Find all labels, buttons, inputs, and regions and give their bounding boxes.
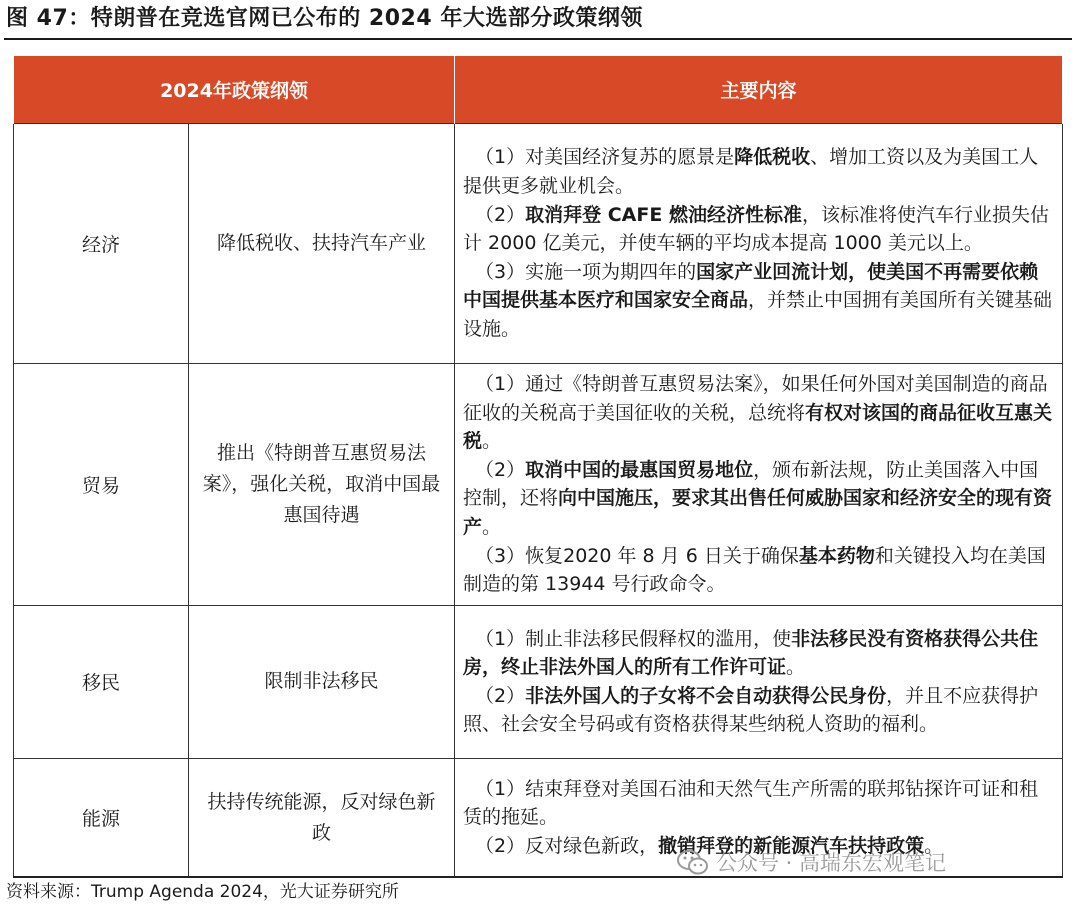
- row-category: 经济: [14, 124, 189, 364]
- text-run: （2）: [475, 458, 526, 481]
- content-item: [463, 258, 1056, 344]
- text-run: （3）实施一项为期四年的: [475, 260, 697, 283]
- row-category: 移民: [14, 605, 189, 758]
- content-item: [463, 370, 1056, 456]
- table-header-row: [14, 56, 1063, 124]
- text-run: （2）: [475, 684, 526, 707]
- text-run: 、增加工资以及为美国工人提供更多就业机会。: [463, 146, 1039, 198]
- bold-text: 非法移民没有资格获得公共住房，终止非法外国人的所有工作许可证: [463, 627, 1039, 679]
- header-policy: 2024年政策纲领: [14, 56, 455, 124]
- text-run: 。: [482, 515, 502, 538]
- row-content: [455, 124, 1063, 364]
- text-run: （1）制止非法移民假释权的滥用，使: [475, 627, 792, 650]
- row-policy: 扶持传统能源，反对绿色新政: [189, 758, 455, 877]
- watermark: [676, 846, 946, 880]
- content-item: [463, 775, 1056, 832]
- content-item: [463, 625, 1056, 682]
- table-row: [14, 605, 1063, 758]
- text-run: （1）对美国经济复苏的愿景是: [475, 146, 735, 169]
- bold-text: 非法外国人的子女将不会自动获得公民身份: [525, 684, 887, 707]
- bold-text: 向中国施压，要求其出售任何威胁国家和经济安全的现有资产: [463, 487, 1053, 538]
- title-divider: [4, 38, 1072, 40]
- row-policy: 限制非法移民: [189, 605, 455, 758]
- table-row: [14, 124, 1063, 364]
- text-run: （3）恢复2020 年 8 月 6 日关于确保: [475, 544, 799, 567]
- header-content: 主要内容: [455, 56, 1063, 124]
- text-run: ，颁布新法规，防止美国落入中国控制，还将: [463, 458, 1039, 510]
- bold-text: 取消拜登 CAFE 燃油经济性标准: [525, 203, 802, 226]
- text-run: ，该标准将使汽车行业损失估计 2000 亿美元，并使车辆的平均成本提高 1000 美元以上。: [463, 203, 1049, 255]
- bold-text: 取消中国的最惠国贸易地位: [525, 458, 754, 481]
- text-run: 。: [482, 430, 502, 453]
- wechat-icon: [676, 848, 710, 878]
- content-item: [463, 682, 1056, 739]
- text-run: 和关键投入均在美国制造的第 13944 号行政命令。: [463, 544, 1046, 596]
- row-category: 贸易: [14, 364, 189, 606]
- bold-text: 基本药物: [798, 544, 875, 567]
- row-policy: 推出《特朗普互惠贸易法案》，强化关税，取消中国最惠国待遇: [189, 364, 455, 606]
- text-run: （2）反对绿色新政，: [475, 834, 659, 857]
- row-content: [455, 605, 1063, 758]
- source-note: 资料来源：Trump Agenda 2024，光大证券研究所: [6, 882, 399, 902]
- text-run: 。: [786, 656, 806, 679]
- content-item: [463, 143, 1056, 200]
- bold-text: 有权对该国的商品征收互惠关税: [463, 401, 1053, 453]
- figure-title: 图 47：特朗普在竞选官网已公布的 2024 年大选部分政策纲领: [6, 6, 643, 31]
- row-policy: 降低税收、扶持汽车产业: [189, 124, 455, 364]
- text-run: ，并禁止中国拥有美国所有关键基础设施。: [463, 289, 1053, 340]
- bold-text: 国家产业回流计划，使美国不再需要依赖中国提供基本医疗和国家安全商品: [463, 260, 1039, 312]
- content-item: [463, 456, 1056, 542]
- content-item: [463, 542, 1056, 599]
- bold-text: 撤销拜登的新能源汽车扶持政策: [658, 834, 925, 857]
- row-category: 能源: [14, 758, 189, 877]
- table-row: [14, 364, 1063, 606]
- content-item: [463, 201, 1056, 258]
- text-run: （1）结束拜登对美国石油和天然气生产所需的联邦钻探许可证和租赁的拖延。: [463, 777, 1039, 829]
- text-run: （1）通过《特朗普互惠贸易法案》，如果任何外国对美国制造的商品征收的关税高于美国征收的关税，总统将: [463, 373, 1048, 424]
- row-content: [455, 364, 1063, 606]
- text-run: （2）: [475, 203, 526, 226]
- policy-table: [13, 56, 1063, 878]
- watermark-text: 公众号 · 高瑞东宏观笔记: [716, 851, 947, 875]
- text-run: ，并且不应获得护照、社会安全号码或有资格获得某些纳税人资助的福利。: [463, 684, 1039, 736]
- text-run: 。: [924, 834, 944, 857]
- bold-text: 降低税收: [734, 146, 811, 169]
